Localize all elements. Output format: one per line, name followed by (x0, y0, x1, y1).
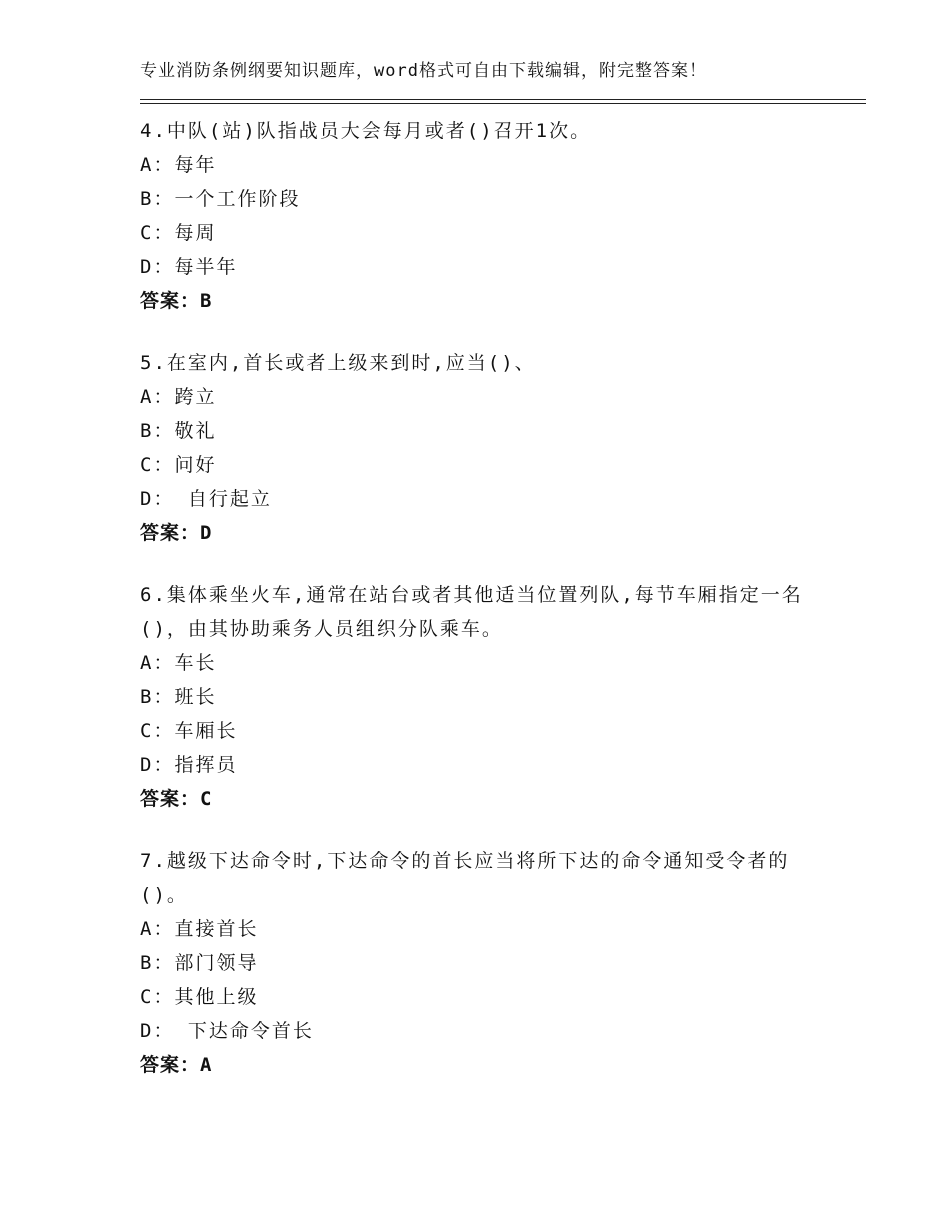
question-list (140, 114, 820, 1110)
answer-line: 答案：B (140, 290, 213, 312)
option-letter: C： (140, 986, 175, 1008)
option-text: 每年 (174, 154, 217, 176)
option-letter: B： (140, 686, 175, 708)
header-rule-bottom (140, 103, 866, 104)
option-d (140, 250, 820, 284)
option-c (140, 216, 820, 250)
option-b (140, 182, 820, 216)
option-letter: D： (140, 256, 175, 278)
option-c (140, 980, 820, 1014)
option-text: 跨立 (174, 386, 217, 408)
question-stem: 6.集体乘坐火车,通常在站台或者其他适当位置列队,每节车厢指定一名()，由其协助乘务人员组织分队乘车。 (140, 584, 803, 640)
option-letter: B： (140, 420, 175, 442)
option-d (140, 1014, 820, 1048)
option-b (140, 680, 820, 714)
option-text: 敬礼 (174, 420, 217, 442)
option-letter: A： (140, 652, 175, 674)
question-stem: 4.中队(站)队指战员大会每月或者()召开1次。 (140, 120, 592, 142)
page-header: 专业消防条例纲要知识题库，word格式可自由下载编辑，附完整答案！ (140, 61, 707, 81)
header-rule-top (140, 99, 866, 100)
answer-line: 答案：C (140, 788, 213, 810)
option-b (140, 946, 820, 980)
option-letter: A： (140, 918, 175, 940)
option-text: 指挥员 (174, 754, 238, 776)
option-letter: D： (140, 754, 175, 776)
option-b (140, 414, 820, 448)
option-a (140, 912, 820, 946)
question-stem: 7.越级下达命令时,下达命令的首长应当将所下达的命令通知受令者的()。 (140, 850, 790, 906)
option-letter: D： (140, 1020, 175, 1042)
option-text: 一个工作阶段 (174, 188, 301, 210)
option-text: 下达命令首长 (174, 1020, 314, 1042)
option-letter: B： (140, 952, 175, 974)
option-letter: D： (140, 488, 175, 510)
option-text: 车长 (174, 652, 217, 674)
option-d (140, 748, 820, 782)
option-a (140, 148, 820, 182)
answer-line: 答案：A (140, 1054, 213, 1076)
option-letter: B： (140, 188, 175, 210)
option-text: 车厢长 (174, 720, 238, 742)
question-5 (140, 346, 820, 550)
option-text: 其他上级 (174, 986, 259, 1008)
option-a (140, 646, 820, 680)
option-letter: A： (140, 386, 175, 408)
option-letter: C： (140, 222, 175, 244)
option-letter: C： (140, 720, 175, 742)
option-letter: A： (140, 154, 175, 176)
question-4 (140, 114, 820, 318)
option-c (140, 448, 820, 482)
answer-line: 答案：D (140, 522, 213, 544)
option-letter: C： (140, 454, 175, 476)
option-a (140, 380, 820, 414)
question-6 (140, 578, 820, 816)
option-text: 自行起立 (174, 488, 272, 510)
question-stem: 5.在室内,首长或者上级来到时,应当()、 (140, 352, 536, 374)
option-c (140, 714, 820, 748)
option-text: 直接首长 (174, 918, 259, 940)
option-text: 班长 (174, 686, 217, 708)
option-d (140, 482, 820, 516)
option-text: 部门领导 (174, 952, 259, 974)
option-text: 每周 (174, 222, 217, 244)
option-text: 每半年 (174, 256, 238, 278)
question-7 (140, 844, 820, 1082)
option-text: 问好 (174, 454, 217, 476)
